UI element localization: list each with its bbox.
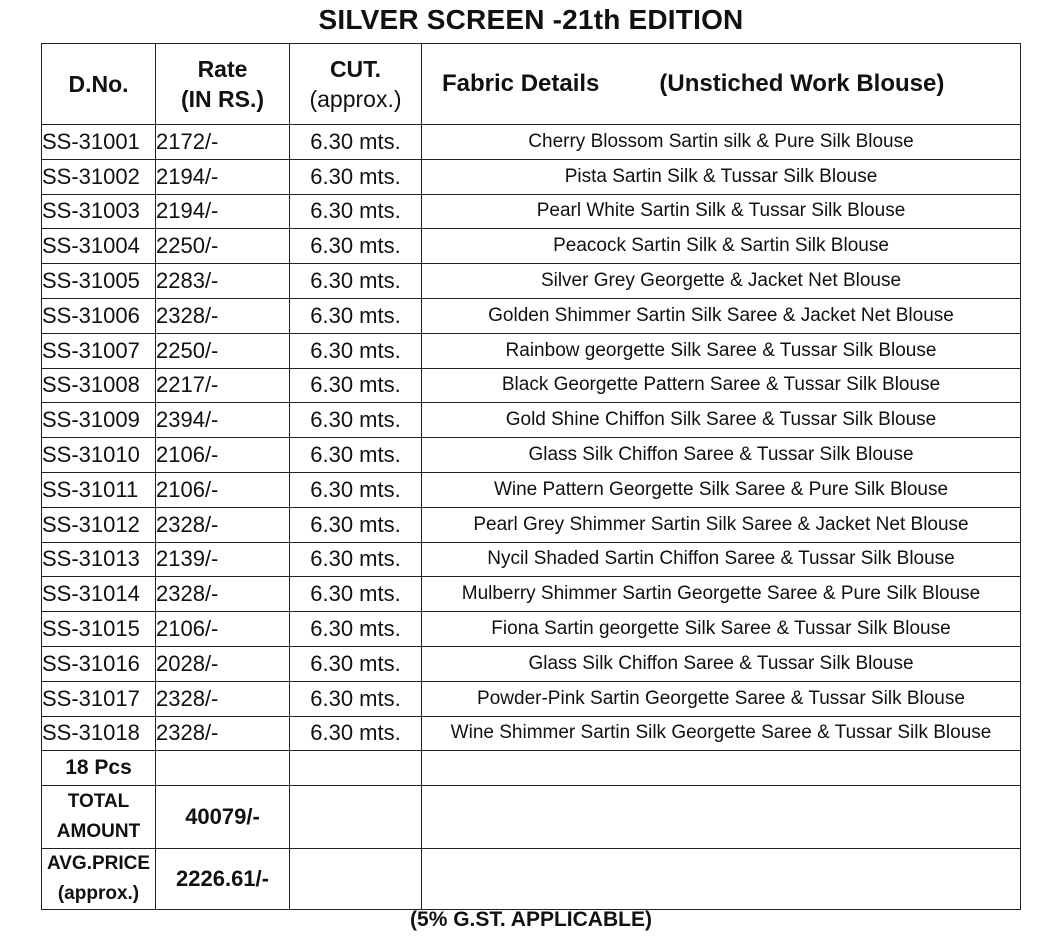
header-fabric-line2: (Unstiched Work Blouse) (659, 70, 945, 97)
rate-cell: 2250/- (156, 333, 290, 368)
cut-cell: 6.30 mts. (290, 229, 422, 264)
rate-cell: 2106/- (156, 438, 290, 473)
rate-cell: 2194/- (156, 159, 290, 194)
table-row (42, 333, 1021, 368)
cut-cell: 6.30 mts. (290, 472, 422, 507)
page-title: SILVER SCREEN -21th EDITION (318, 4, 744, 35)
rate-cell: 2217/- (156, 368, 290, 403)
avg-label-line2: (approx.) (57, 883, 140, 905)
total-label-line1: TOTAL (67, 791, 130, 813)
item-rows (42, 125, 1021, 751)
fabric-details-cell: Fiona Sartin georgette Silk Saree & Tussar Silk Blouse (422, 612, 1021, 647)
rate-cell: 2283/- (156, 264, 290, 299)
design-number: SS-31004 (42, 229, 156, 264)
design-number: SS-31002 (42, 159, 156, 194)
fabric-details-cell: Silver Grey Georgette & Jacket Net Blouse (422, 264, 1021, 299)
rate-cell: 2106/- (156, 612, 290, 647)
table-row (42, 612, 1021, 647)
design-number: SS-31010 (42, 438, 156, 473)
fabric-details-cell: Nycil Shaded Sartin Chiffon Saree & Tussar Silk Blouse (422, 542, 1021, 577)
cut-cell: 6.30 mts. (290, 333, 422, 368)
fabric-details-cell: Peacock Sartin Silk & Sartin Silk Blouse (422, 229, 1021, 264)
fabric-details-cell: Pearl White Sartin Silk & Tussar Silk Blouse (422, 194, 1021, 229)
table-row (42, 681, 1021, 716)
table-row (42, 264, 1021, 299)
table-row (42, 194, 1021, 229)
rate-cell: 2194/- (156, 194, 290, 229)
fabric-details-cell: Glass Silk Chiffon Saree & Tussar Silk Blouse (422, 646, 1021, 681)
fabric-details-cell: Golden Shimmer Sartin Silk Saree & Jacket Net Blouse (422, 298, 1021, 333)
rate-cell: 2328/- (156, 681, 290, 716)
pcs-empty-rate (156, 751, 290, 786)
rate-cell: 2106/- (156, 472, 290, 507)
cut-cell: 6.30 mts. (290, 298, 422, 333)
header-cut (290, 44, 422, 125)
design-number: SS-31012 (42, 507, 156, 542)
header-cut-line2: (approx.) (309, 86, 402, 112)
design-number: SS-31009 (42, 403, 156, 438)
table-row (42, 368, 1021, 403)
design-number: SS-31005 (42, 264, 156, 299)
table-row (42, 125, 1021, 160)
gst-note: (5% G.ST. APPLICABLE) (410, 908, 652, 931)
total-label-line2: AMOUNT (56, 821, 141, 843)
table-row (42, 403, 1021, 438)
fabric-details-cell: Mulberry Shimmer Sartin Georgette Saree & Pure Silk Blouse (422, 577, 1021, 612)
table-row (42, 438, 1021, 473)
table-row (42, 577, 1021, 612)
table-row (42, 159, 1021, 194)
fabric-details-cell: Pearl Grey Shimmer Sartin Silk Saree & Jacket Net Blouse (422, 507, 1021, 542)
total-row (42, 786, 1021, 849)
rate-cell: 2394/- (156, 403, 290, 438)
table-row (42, 646, 1021, 681)
total-empty-fabric (422, 786, 1021, 849)
table-row (42, 472, 1021, 507)
header-fabric-line1: Fabric Details (442, 70, 600, 97)
avg-label (42, 849, 156, 910)
fabric-details-cell: Powder-Pink Sartin Georgette Saree & Tussar Silk Blouse (422, 681, 1021, 716)
fabric-details-cell: Rainbow georgette Silk Saree & Tussar Silk Blouse (422, 333, 1021, 368)
table-row (42, 229, 1021, 264)
avg-label-line1: AVG.PRICE (46, 853, 151, 875)
header-dno: D.No. (42, 44, 156, 125)
design-number: SS-31017 (42, 681, 156, 716)
table-row (42, 507, 1021, 542)
fabric-details-cell: Cherry Blossom Sartin silk & Pure Silk Blouse (422, 125, 1021, 160)
table-row (42, 716, 1021, 751)
total-empty-cut (290, 786, 422, 849)
rate-cell: 2028/- (156, 646, 290, 681)
design-number: SS-31016 (42, 646, 156, 681)
pcs-count: 18 Pcs (42, 751, 156, 786)
header-fabric (422, 44, 1021, 125)
total-value: 40079/- (156, 786, 290, 849)
summary-rows (42, 751, 1021, 910)
design-number: SS-31015 (42, 612, 156, 647)
cut-cell: 6.30 mts. (290, 577, 422, 612)
cut-cell: 6.30 mts. (290, 194, 422, 229)
cut-cell: 6.30 mts. (290, 542, 422, 577)
avg-row (42, 849, 1021, 910)
cut-cell: 6.30 mts. (290, 159, 422, 194)
fabric-details-cell: Glass Silk Chiffon Saree & Tussar Silk Blouse (422, 438, 1021, 473)
design-number: SS-31018 (42, 716, 156, 751)
cut-cell: 6.30 mts. (290, 681, 422, 716)
table-row (42, 298, 1021, 333)
header-rate (156, 44, 290, 125)
cut-cell: 6.30 mts. (290, 368, 422, 403)
avg-empty-fabric (422, 849, 1021, 910)
cut-cell: 6.30 mts. (290, 438, 422, 473)
cut-cell: 6.30 mts. (290, 125, 422, 160)
design-number: SS-31011 (42, 472, 156, 507)
header-rate-line2: (IN RS.) (180, 86, 265, 112)
cut-cell: 6.30 mts. (290, 646, 422, 681)
cut-cell: 6.30 mts. (290, 612, 422, 647)
total-label (42, 786, 156, 849)
rate-cell: 2250/- (156, 229, 290, 264)
rate-cell: 2328/- (156, 507, 290, 542)
header-cut-line1: CUT. (329, 56, 382, 82)
pcs-empty-fabric (422, 751, 1021, 786)
rate-cell: 2328/- (156, 716, 290, 751)
design-number: SS-31014 (42, 577, 156, 612)
pcs-empty-cut (290, 751, 422, 786)
rate-cell: 2139/- (156, 542, 290, 577)
design-number: SS-31013 (42, 542, 156, 577)
design-number: SS-31006 (42, 298, 156, 333)
rate-cell: 2328/- (156, 577, 290, 612)
table-row (42, 542, 1021, 577)
design-number: SS-31003 (42, 194, 156, 229)
cut-cell: 6.30 mts. (290, 264, 422, 299)
fabric-details-cell: Wine Pattern Georgette Silk Saree & Pure Silk Blouse (422, 472, 1021, 507)
fabric-details-cell: Pista Sartin Silk & Tussar Silk Blouse (422, 159, 1021, 194)
fabric-details-cell: Black Georgette Pattern Saree & Tussar Silk Blouse (422, 368, 1021, 403)
price-list-table (41, 43, 1021, 910)
header-row (42, 44, 1021, 125)
design-number: SS-31007 (42, 333, 156, 368)
fabric-details-cell: Gold Shine Chiffon Silk Saree & Tussar Silk Blouse (422, 403, 1021, 438)
cut-cell: 6.30 mts. (290, 507, 422, 542)
cut-cell: 6.30 mts. (290, 403, 422, 438)
pcs-row (42, 751, 1021, 786)
fabric-details-cell: Wine Shimmer Sartin Silk Georgette Saree & Tussar Silk Blouse (422, 716, 1021, 751)
cut-cell: 6.30 mts. (290, 716, 422, 751)
design-number: SS-31001 (42, 125, 156, 160)
design-number: SS-31008 (42, 368, 156, 403)
rate-cell: 2328/- (156, 298, 290, 333)
avg-value: 2226.61/- (156, 849, 290, 910)
rate-cell: 2172/- (156, 125, 290, 160)
avg-empty-cut (290, 849, 422, 910)
header-rate-line1: Rate (197, 56, 248, 82)
